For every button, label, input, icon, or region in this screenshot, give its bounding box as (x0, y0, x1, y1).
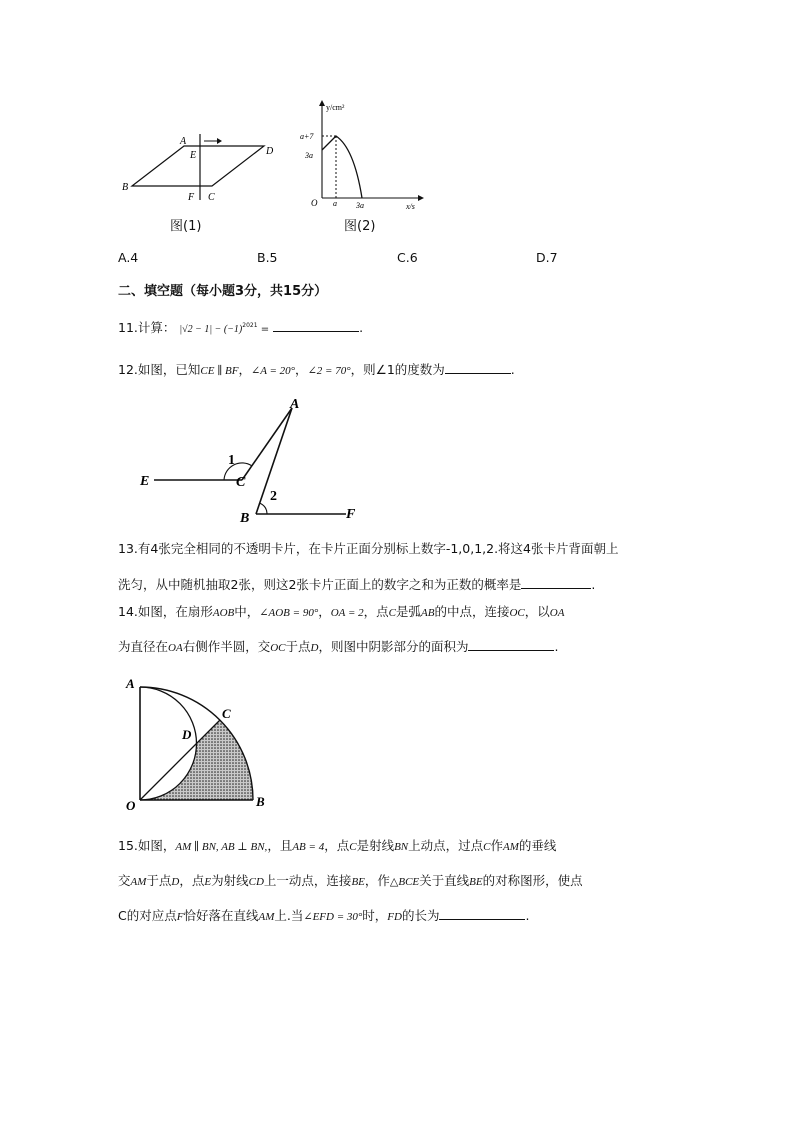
fig14-label-D: D (182, 727, 192, 742)
q14-end: . (554, 639, 559, 654)
question-12 (118, 361, 515, 377)
q15-cd: CD (248, 876, 264, 888)
fig12-label-B: B (240, 511, 250, 524)
figure-1-parallelogram (118, 128, 288, 210)
fig1-label-D: D (266, 146, 274, 157)
q14-oa3: OA (168, 642, 183, 654)
q14-l1b: 中， (234, 604, 260, 619)
q15-l2c: ，点 (179, 873, 205, 888)
q14-l2b: 右侧作半圆，交 (182, 639, 271, 654)
fig12-label-E: E (140, 474, 150, 489)
q15-am: AM (503, 841, 519, 853)
q14-l2d: ，则图中阴影部分的面积为 (318, 639, 469, 654)
fig2-origin: O (311, 198, 318, 208)
fig14-label-A: A (126, 676, 135, 691)
q15-l1c: ，点 (324, 838, 350, 853)
q15-l2g: 关于直线 (419, 873, 470, 888)
q15-l2f: ，作 (364, 873, 390, 888)
q11-exp: 2021 (242, 321, 258, 329)
q15-l2b: 于点 (146, 873, 172, 888)
question-13-line-2 (118, 576, 595, 592)
q15-l1f: 作 (490, 838, 504, 853)
q14-sep: ， (318, 604, 331, 619)
question-11 (118, 319, 363, 335)
figure-2-caption: 图(2) (344, 219, 376, 234)
q15-l3d: 时， (362, 908, 388, 923)
q14-oa: OA = 2 (330, 607, 364, 619)
fig1-label-B: B (122, 182, 129, 193)
q15-l3e: 的长为 (401, 908, 440, 923)
q13-end: . (591, 577, 596, 592)
q14-aob: AOB (212, 607, 235, 619)
question-15-line-3 (118, 907, 529, 923)
q14-oc2: OC (270, 642, 286, 654)
question-13-line-1: 13.有4张完全相同的不透明卡片，在卡片正面分别标上数字-1,0,1,2.将这4张卡片背面朝上 (118, 541, 619, 556)
fig1-label-F: F (188, 192, 195, 203)
fig1-label-A: A (180, 136, 187, 147)
q15-answer-blank (439, 907, 525, 920)
q15-l1e: 上动点，过点 (408, 838, 484, 853)
q14-l1e: 的中点，连接 (434, 604, 510, 619)
q12-text-a: 12.如图，已知 (118, 362, 201, 377)
q15-bn: BN (394, 841, 409, 853)
q15-l2d: 为射线 (211, 873, 249, 888)
q12-sep2: ， (295, 362, 308, 377)
q15-be: BE (351, 876, 365, 888)
q12-sep1: ， (238, 362, 251, 377)
q14-oa2: OA (549, 607, 565, 619)
section-2-title: 二、填空题（每小题3分，共15分） (118, 284, 328, 299)
question-14-line-2 (118, 638, 558, 654)
figure-q14 (118, 672, 278, 812)
q12-answer-blank (445, 361, 511, 374)
fig14-label-C: C (222, 706, 231, 721)
figure-1-caption: 图(1) (170, 219, 202, 234)
q15-c2: C (483, 841, 491, 853)
fig14-label-B: B (256, 794, 265, 809)
q13-line2-text: 洗匀，从中随机抽取2张，则这2张卡片正面上的数字之和为正数的概率是 (118, 577, 522, 592)
q12-text-b: ，则∠1的度数为 (350, 362, 445, 377)
q14-l1d: 是弧 (395, 604, 421, 619)
q15-ab: AB = 4 (292, 841, 325, 853)
q11-end: . (359, 320, 364, 335)
fig12-label-2: 2 (270, 489, 277, 504)
q14-d: D (310, 642, 319, 654)
q12-end: . (510, 362, 515, 377)
fig14-label-O: O (126, 798, 136, 812)
q14-l2a: 为直径在 (118, 639, 169, 654)
fig12-label-1: 1 (228, 453, 235, 468)
fig2-x-tick-a: a (333, 199, 337, 208)
q15-fd: FD (387, 911, 402, 923)
q14-l1a: 14.如图，在扇形 (118, 604, 213, 619)
q13-answer-blank (521, 576, 591, 589)
q15-c: C (349, 841, 357, 853)
q15-l2e: 上一动点，连接 (263, 873, 352, 888)
fig2-x-axis-label: x/s (406, 202, 415, 211)
option-b: B.5 (257, 250, 278, 265)
figure-q12 (136, 392, 366, 524)
fig2-x-tick-3a: 3a (356, 201, 364, 210)
fig12-label-F: F (346, 507, 356, 522)
q15-am2: AM (130, 876, 147, 888)
q15-be2: BE (469, 876, 483, 888)
option-d: D.7 (536, 250, 558, 265)
fig2-y-tick-3a: 3a (305, 151, 313, 160)
option-a: A.4 (118, 250, 139, 265)
q15-l3b: 恰好落在直线 (183, 908, 259, 923)
fig12-label-A: A (290, 397, 300, 412)
q15-l1a: 15.如图， (118, 838, 176, 853)
fig12-label-C: C (236, 475, 246, 490)
q12-cond: CE ∥ BF (200, 365, 239, 377)
q15-l1d: 是射线 (356, 838, 395, 853)
q14-answer-blank (468, 638, 554, 651)
q11-lead: 11.计算： (118, 320, 176, 335)
q15-e: E (204, 876, 212, 888)
q15-l3c: 上.当 (274, 908, 304, 923)
q14-c: C (388, 607, 396, 619)
q14-angle: ∠AOB = 90° (259, 607, 319, 619)
q11-expr: |√2 − 1| − (−1) (179, 324, 243, 335)
q14-ab: AB (421, 607, 435, 619)
fig2-y-axis-label: y/cm² (326, 103, 345, 112)
q15-am3: AM (258, 911, 275, 923)
q14-l2c: 于点 (285, 639, 311, 654)
q15-end: . (525, 908, 530, 923)
option-c: C.6 (397, 250, 418, 265)
q15-cond: AM ∥ BN, AB ⊥ BN, (175, 841, 268, 853)
q15-angle: ∠EFD = 30° (303, 911, 363, 923)
q15-l2h: 的对称图形，使点 (482, 873, 583, 888)
q14-l1c: ，点 (363, 604, 389, 619)
q12-angle-2: ∠2 = 70° (307, 365, 351, 377)
q11-eq: = (257, 324, 270, 335)
fig1-label-C: C (208, 192, 215, 203)
q11-answer-blank (273, 319, 359, 332)
q14-oc: OC (509, 607, 525, 619)
q12-angle-a: ∠A = 20° (250, 365, 296, 377)
q14-l1f: ，以 (524, 604, 550, 619)
question-14-line-1 (118, 606, 564, 619)
fig1-label-E: E (190, 150, 197, 161)
q15-f: F (176, 911, 184, 923)
question-15-line-2 (118, 875, 583, 888)
q15-l2a: 交 (118, 873, 131, 888)
figure-2-graph (296, 98, 426, 216)
q15-d: D (171, 876, 180, 888)
q15-l1b: ，且 (267, 838, 293, 853)
q15-tri: △BCE (389, 876, 420, 888)
q15-l3a: C的对应点 (118, 908, 177, 923)
question-15-line-1 (118, 840, 556, 853)
fig2-y-tick-a7: a+7 (300, 132, 314, 141)
q15-l1g: 的垂线 (518, 838, 557, 853)
